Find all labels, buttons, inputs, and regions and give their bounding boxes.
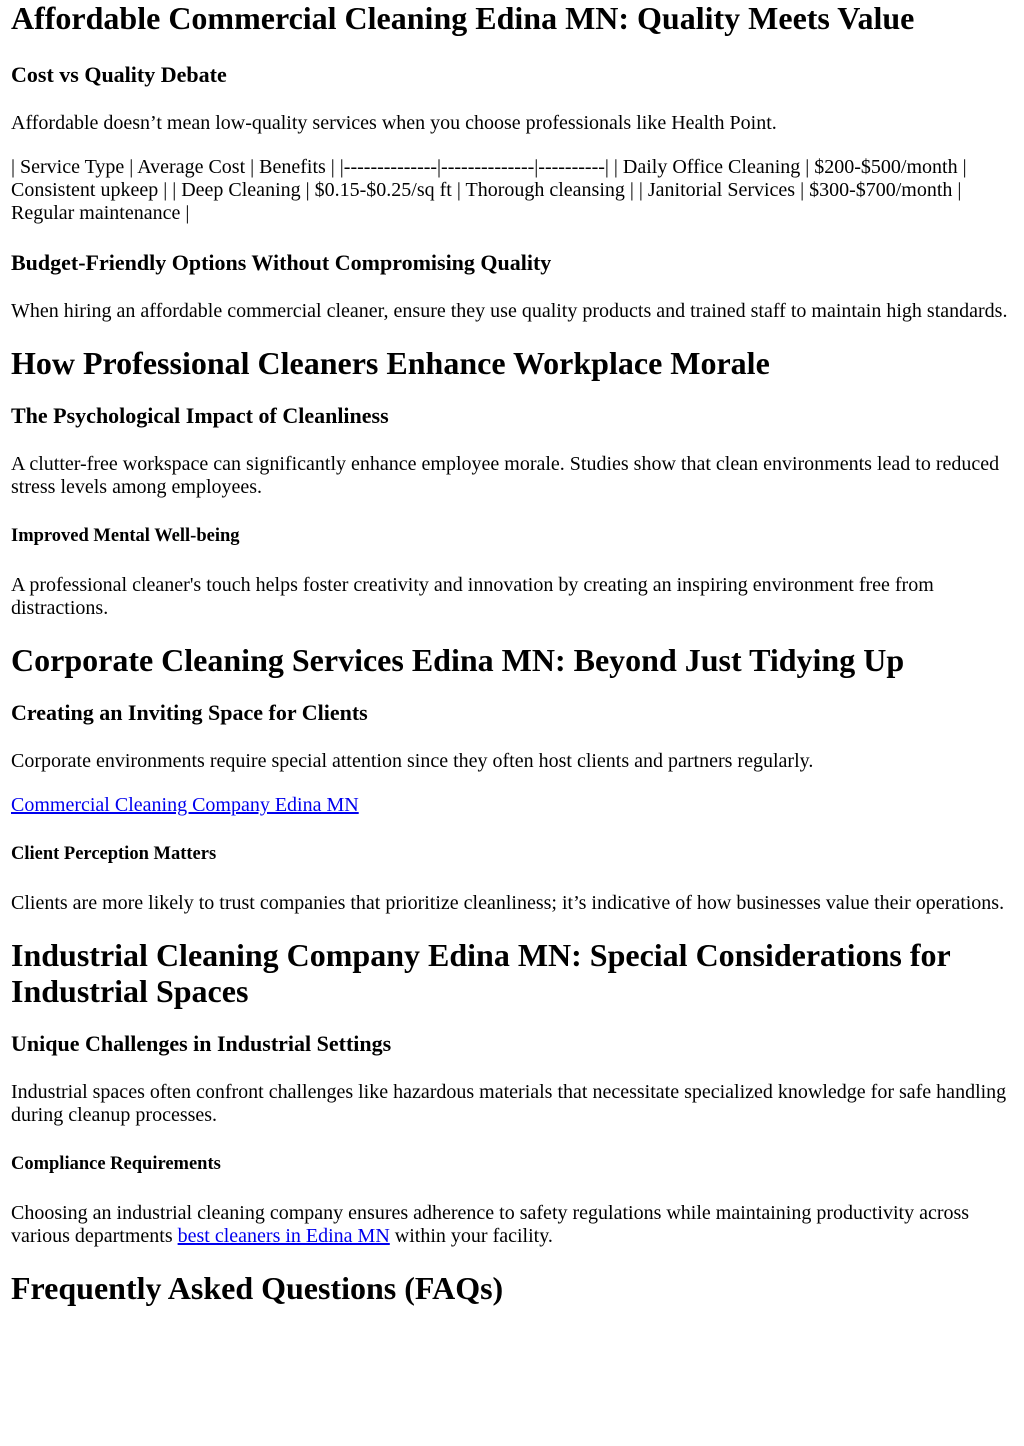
paragraph-client-perception: Clients are more likely to trust companies that prioritize cleanliness; it’s indicative of how businesses value their operations.	[11, 892, 1005, 914]
pricing-table-text: | Service Type | Average Cost | Benefits | |--------------|--------------|----------| | Daily Office Cleaning | $200-$500/month | Consistent upkeep | | Deep Cleaning | $0.15-$0.25/sq ft | Thorough cleansing | | Janitorial Services | $300-$700/month | Regular maintenance |	[11, 156, 967, 224]
heading-affordable: Affordable Commercial Cleaning Edina MN: Quality Meets Value	[11, 0, 915, 36]
heading-industrial: Industrial Cleaning Company Edina MN: Special Considerations for Industrial Spaces	[11, 937, 951, 1009]
heading-cost-vs-quality: Cost vs Quality Debate	[11, 62, 227, 87]
heading-unique-challenges: Unique Challenges in Industrial Settings	[11, 1031, 392, 1056]
heading-inviting-space: Creating an Inviting Space for Clients	[11, 700, 368, 725]
best-cleaners-link[interactable]: best cleaners in Edina MN	[177, 1225, 390, 1247]
heading-mental-well-being: Improved Mental Well-being	[11, 526, 240, 546]
paragraph-mental-well-being: A professional cleaner's touch helps foster creativity and innovation by creating an inspiring environment free from distractions.	[11, 574, 934, 619]
paragraph-compliance-start: Choosing an industrial cleaning company ensures adherence to safety regulations while maintaining productivity across various departments	[11, 1202, 970, 1247]
heading-client-perception: Client Perception Matters	[11, 844, 217, 864]
paragraph-compliance-end: within your facility.	[389, 1225, 553, 1247]
heading-corporate: Corporate Cleaning Services Edina MN: Beyond Just Tidying Up	[11, 642, 905, 678]
paragraph-cost-vs-quality: Affordable doesn’t mean low-quality services when you choose professionals like Health Point.	[11, 112, 777, 134]
paragraph-budget-friendly: When hiring an affordable commercial cleaner, ensure they use quality products and trained staff to maintain high standards.	[11, 300, 1008, 322]
link-paragraph	[11, 794, 1013, 817]
heading-morale: How Professional Cleaners Enhance Workplace Morale	[11, 345, 770, 381]
paragraph-inviting-space: Corporate environments require special attention since they often host clients and partners regularly.	[11, 750, 814, 772]
commercial-cleaning-link[interactable]: Commercial Cleaning Company Edina MN	[11, 794, 359, 816]
paragraph-psychological-impact: A clutter-free workspace can significantly enhance employee morale. Studies show that clean environments lead to reduced stress levels among employees.	[11, 453, 1000, 498]
paragraph-unique-challenges: Industrial spaces often confront challenges like hazardous materials that necessitate specialized knowledge for safe handling during cleanup processes.	[11, 1081, 1007, 1126]
paragraph-compliance	[11, 1202, 1013, 1248]
heading-budget-friendly: Budget-Friendly Options Without Compromising Quality	[11, 250, 552, 275]
heading-faq: Frequently Asked Questions (FAQs)	[11, 1270, 504, 1306]
heading-compliance: Compliance Requirements	[11, 1154, 221, 1174]
heading-psychological-impact: The Psychological Impact of Cleanliness	[11, 403, 389, 428]
